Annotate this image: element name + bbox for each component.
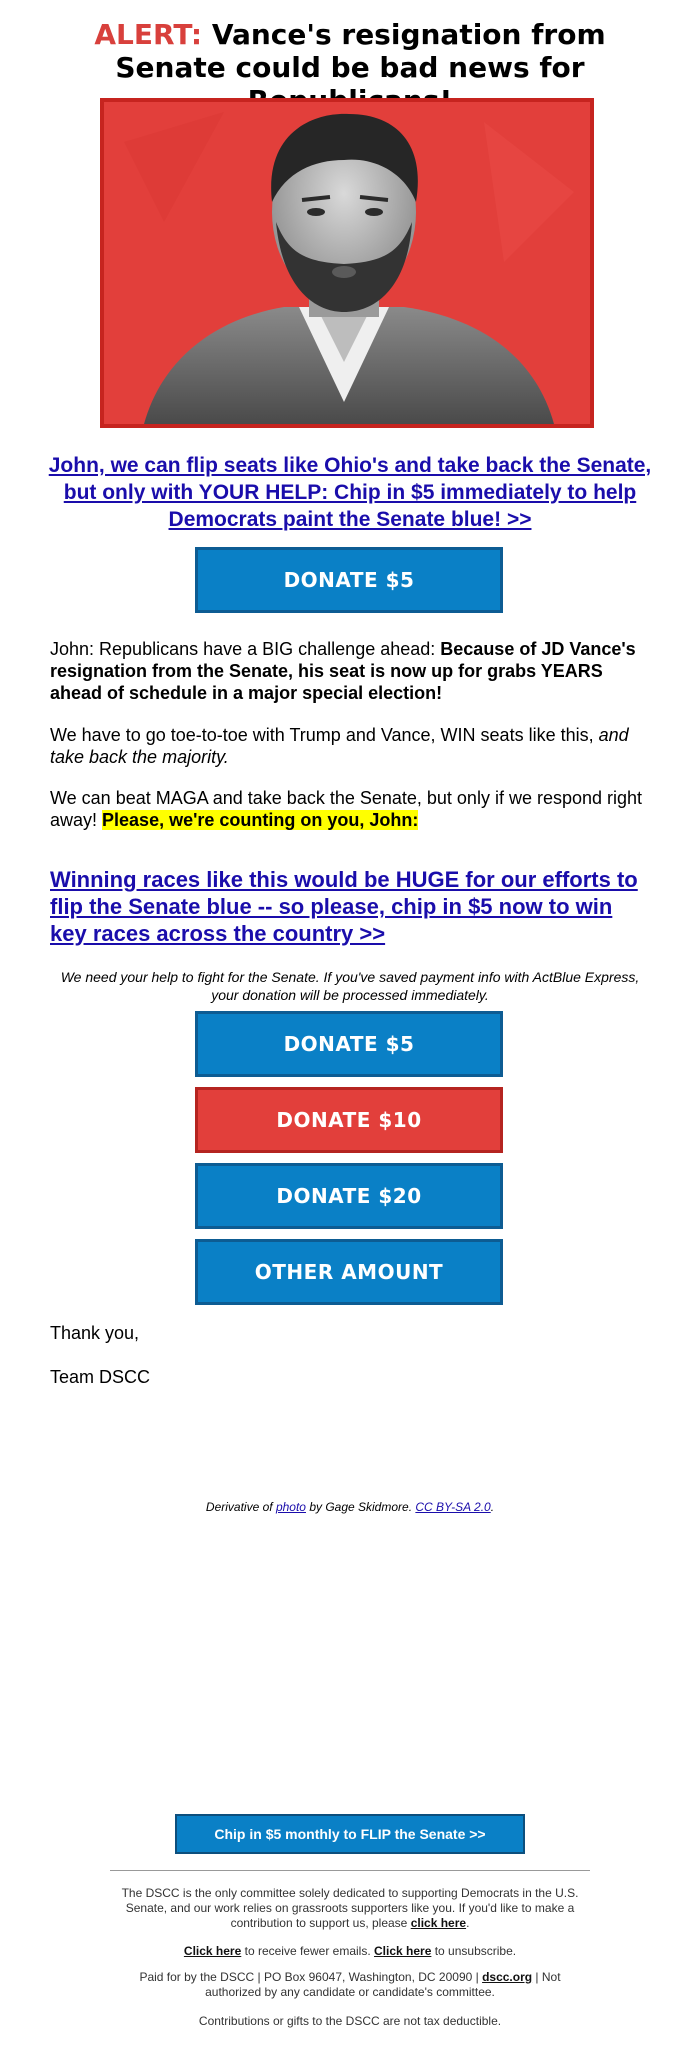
unsubscribe-link[interactable]: Click here xyxy=(374,1944,432,1958)
paragraph-toe-to-toe xyxy=(50,724,650,768)
footer-tax-note: Contributions or gifts to the DSCC are not tax deductible. xyxy=(198,2014,502,2028)
footer-about-end: . xyxy=(466,1916,470,1930)
paragraph-beat-maga xyxy=(50,787,650,831)
actblue-note: We need your help to fight for the Senate. If you've saved payment info with ActBlue Express, your donation will be processed immediately. xyxy=(60,969,640,1003)
paragraph-challenge-text: John: Republicans have a BIG challenge ahead: xyxy=(50,639,441,659)
footer-divider xyxy=(110,1870,590,1871)
headline-alert: ALERT: xyxy=(94,18,203,51)
fewer-emails-link[interactable]: Click here xyxy=(183,1944,242,1958)
footer-paid-for xyxy=(110,1970,590,2000)
contribute-link[interactable]: click here xyxy=(410,1916,467,1930)
headline-text: Vance's resignation from Senate could be bad news for xyxy=(115,18,606,84)
fewer-emails-text: to receive fewer emails. xyxy=(241,1944,374,1958)
credit-prefix: Derivative of xyxy=(205,1500,276,1514)
dscc-site-link[interactable]: dscc.org xyxy=(482,1970,533,1984)
donate-5-button[interactable]: DONATE $5 xyxy=(195,1011,503,1077)
footer-email-prefs xyxy=(110,1944,590,1959)
winning-races-link[interactable]: Winning races like this would be HUGE for our efforts to flip the Senate blue -- so please, chip in $5 now to win key races across the country >> xyxy=(50,867,638,946)
footer-about xyxy=(110,1886,590,1931)
signoff-thanks: Thank you, xyxy=(50,1323,140,1343)
ask-link[interactable]: John, we can flip seats like Ohio's and take back the Senate, but only with YOUR HELP: Chip in $5 immediately to help Democrats paint the Senate blue! >> xyxy=(48,454,652,531)
paragraph-challenge xyxy=(50,638,650,704)
signoff-team: Team DSCC xyxy=(50,1367,151,1387)
license-link[interactable]: CC BY-SA 2.0 xyxy=(415,1500,491,1514)
paragraph-toe-to-toe-text: We have to go toe-to-toe with Trump and Vance, WIN seats like this, xyxy=(50,725,599,745)
highlighted-counting-text: Please, we're counting on you, John: xyxy=(102,810,419,830)
footer-about-text: The DSCC is the only committee solely dedicated to supporting Democrats in the U.S. Senate, and our work relies on grassroots supporters like you. If you'd like to make a contribution to support us, please xyxy=(121,1886,579,1930)
monthly-donate-button[interactable]: Chip in $5 monthly to FLIP the Senate >> xyxy=(175,1814,525,1854)
unsubscribe-text: to unsubscribe. xyxy=(431,1944,517,1958)
photo-link[interactable]: photo xyxy=(275,1500,306,1514)
donate-10-button[interactable]: DONATE $10 xyxy=(195,1087,503,1153)
photo-credit xyxy=(50,1500,650,1514)
paid-suffix: | Not authorized by any candidate or candidate's committee. xyxy=(205,1970,561,1999)
paragraph-beat-maga-text: We can beat MAGA and take back the Senate, but only if we respond right away! xyxy=(50,788,643,830)
paragraph-toe-to-toe-italic: and take back the majority. xyxy=(50,725,629,767)
donate-5-top-button[interactable]: DONATE $5 xyxy=(195,547,503,613)
paragraph-challenge-bold: Because of JD Vance's resignation from the Senate, his seat is now up for grabs YEARS ahead of schedule in a major special election! xyxy=(50,639,636,703)
credit-middle: by Gage Skidmore. xyxy=(305,1500,416,1514)
paid-prefix: Paid for by the DSCC | PO Box 96047, Washington, DC 20090 | xyxy=(139,1970,483,1984)
other-amount-button[interactable]: OTHER AMOUNT xyxy=(195,1239,503,1305)
hero-image[interactable] xyxy=(100,98,594,428)
candidate-portrait-image xyxy=(104,102,590,424)
credit-suffix: . xyxy=(490,1500,495,1514)
donate-20-button[interactable]: DONATE $20 xyxy=(195,1163,503,1229)
